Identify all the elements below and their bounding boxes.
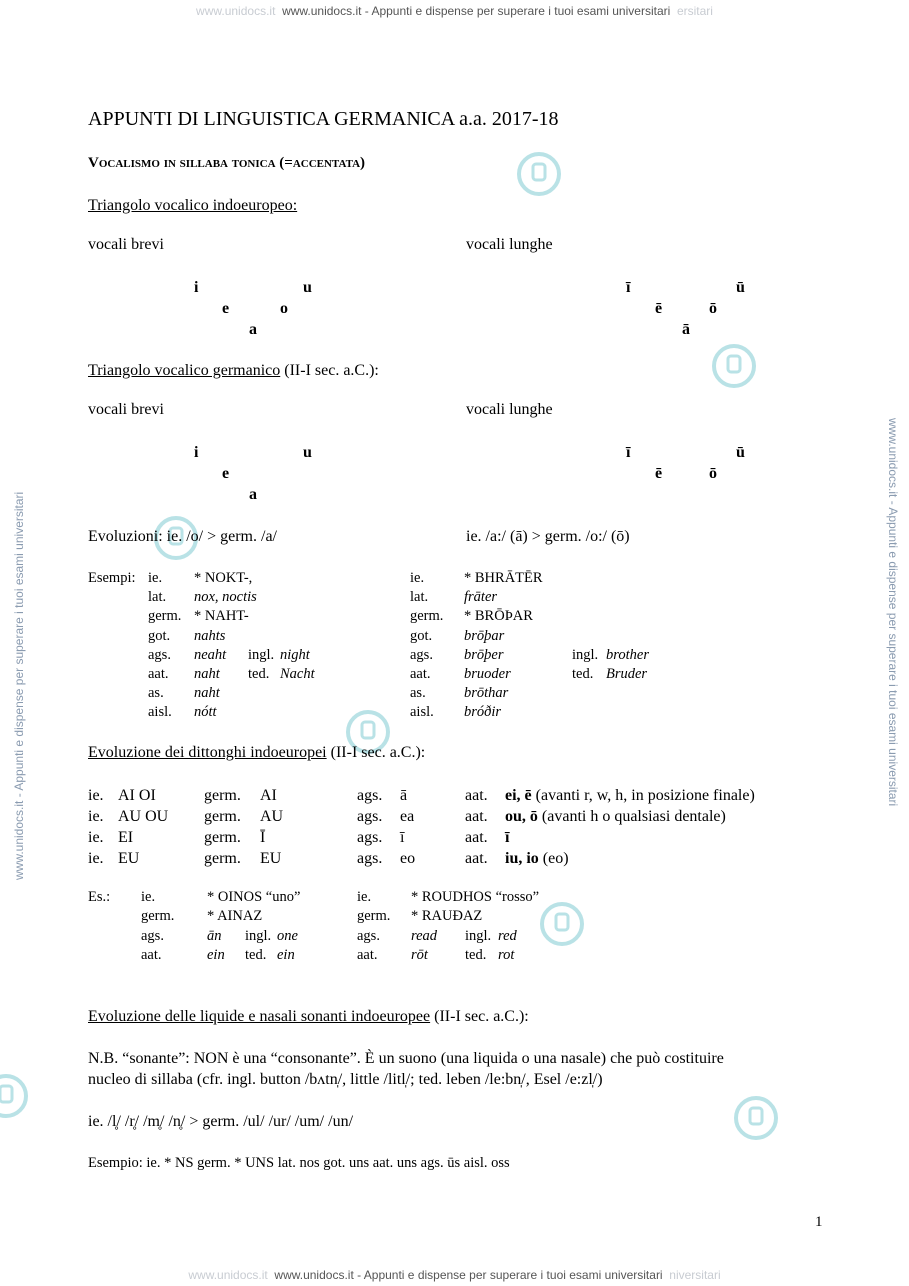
sonant-rule: ie. /l̥/ /r̥/ /m̥/ /n̥/ > germ. /ul/ /ur/ /um/ /un/ [88, 1113, 354, 1130]
watermark-right: www.unidocs.it - Appunti e dispense per superare i tuoi esami universitari [886, 418, 900, 807]
diphthong-ie-l: ie. [88, 829, 104, 846]
example-gloss: Bruder [606, 666, 648, 682]
vowel: a [249, 321, 257, 338]
page-number: 1 [815, 1214, 823, 1230]
diphthong-ie: EU [118, 850, 140, 867]
example-lang: germ. [148, 608, 182, 625]
example-gloss-lang: ingl. [572, 646, 599, 663]
diphthong-germ-l: germ. [204, 808, 241, 825]
vowel: ī [626, 444, 631, 461]
vowel: ū [736, 444, 745, 461]
watermark-header: www.unidocs.it www.unidocs.it - Appunti e dispense per superare i tuoi esami universitari ersitari [196, 4, 713, 18]
example-word: frāter [464, 589, 498, 606]
example-word: * NAHT- [194, 608, 249, 625]
example-gloss-lang: ted. [465, 946, 487, 963]
example-lang: aat. [357, 946, 378, 963]
example-gloss: brother [606, 646, 649, 663]
diphthong-germ-l: germ. [204, 850, 241, 867]
diphthong-aat [505, 787, 755, 805]
example-lang: ags. [410, 646, 433, 663]
example-word: brōthar [464, 685, 509, 702]
diphthong-ie: AU OU [118, 808, 169, 825]
vowel: ō [709, 300, 717, 317]
example-lang: as. [148, 685, 164, 702]
watermark-logo-icon [710, 342, 758, 390]
vowel: a [249, 486, 257, 503]
examples-label: Esempi: [88, 570, 136, 586]
example-lang: germ. [357, 908, 391, 925]
diphthong-aat [505, 808, 726, 826]
example-word: read [411, 927, 438, 944]
diphthong-germ-l: germ. [204, 829, 241, 846]
diphthong-aat-note: (avanti r, w, h, in posizione finale) [531, 787, 755, 804]
diphthong-aat-note: (eo) [538, 850, 569, 867]
example-gloss-lang: ted. [245, 946, 267, 963]
example-word: * BRŌÞAR [464, 608, 533, 625]
example-lang: ags. [148, 646, 171, 663]
diphthong-ags: ea [400, 808, 415, 825]
example-lang: aisl. [410, 704, 434, 721]
example-lang: ags. [357, 927, 380, 944]
example-lang: as. [410, 685, 426, 702]
example-word: * OINOS “uno” [207, 889, 301, 905]
vowel: e [222, 465, 230, 482]
evolution-left: Evoluzioni: ie. /o/ > germ. /a/ [88, 528, 277, 545]
example-gloss: ein [277, 946, 295, 963]
long-vowels-label: vocali lunghe [466, 236, 553, 253]
long-vowels-label: vocali lunghe [466, 401, 553, 418]
example-word: ān [207, 927, 222, 944]
diphthong-aat-l: aat. [465, 850, 488, 867]
diphthong-aat-outcome: ei, ē [505, 787, 532, 804]
examples-label: Es.: [88, 889, 111, 905]
example-lang: ie. [148, 570, 163, 586]
diphthong-ie-l: ie. [88, 808, 104, 825]
evolution-right: ie. /a:/ (ā) > germ. /o:/ (ō) [466, 528, 630, 545]
diphthong-aat-l: aat. [465, 829, 488, 846]
short-vowels-label: vocali brevi [88, 236, 164, 253]
diphthong-aat-outcome: ou, ō [505, 808, 538, 825]
example-word: naht [194, 666, 220, 682]
vowel: ū [736, 279, 745, 296]
diphthong-ie-l: ie. [88, 787, 104, 804]
example-word: nótt [194, 704, 217, 721]
example-lang: aisl. [148, 704, 172, 721]
sonant-example: Esempio: ie. * NS germ. * UNS lat. nos got. uns aat. uns ags. ūs aisl. oss [88, 1155, 510, 1171]
diphthong-ie: AI OI [118, 787, 156, 804]
diphthong-germ: AU [260, 808, 284, 825]
example-word: rōt [411, 946, 428, 963]
example-lang: ie. [410, 570, 425, 586]
example-gloss-lang: ingl. [248, 646, 275, 663]
watermark-logo-icon [0, 1072, 30, 1120]
example-gloss: rot [498, 946, 515, 963]
example-gloss-lang: ted. [248, 666, 270, 682]
example-gloss: red [498, 927, 517, 944]
nb-line-1: N.B. “sonante”: NON è una “consonante”. È un suono (una liquida o una nasale) che può costituire [88, 1050, 724, 1067]
watermark-logo-icon [538, 900, 586, 948]
watermark-logo-icon [515, 150, 563, 198]
diphthong-ags-l: ags. [357, 829, 383, 846]
example-word: * RAUÐAZ [411, 908, 483, 925]
vowel: o [280, 300, 288, 317]
vowel: ā [682, 321, 690, 338]
example-word: ein [207, 946, 225, 963]
diphthong-aat-l: aat. [465, 787, 488, 804]
diphthong-aat-note: (avanti h o qualsiasi dentale) [537, 808, 726, 825]
example-word: * NOKT-, [194, 570, 253, 586]
example-gloss: Nacht [280, 666, 315, 682]
page-title: APPUNTI DI LINGUISTICA GERMANICA a.a. 2017-18 [88, 108, 559, 130]
example-word: bróðir [464, 704, 502, 721]
diphthong-germ: Ī [260, 829, 266, 846]
example-word: naht [194, 685, 220, 702]
diphthong-aat-l: aat. [465, 808, 488, 825]
example-lang: germ. [410, 608, 444, 625]
section-heading: Vocalismo in sillaba tonica (=accentata) [88, 155, 366, 171]
diphthong-ie: EI [118, 829, 134, 846]
example-lang: ie. [357, 889, 372, 905]
diphthong-ags-l: ags. [357, 787, 383, 804]
diphthong-ags: eo [400, 850, 416, 867]
diphthong-aat-outcome: ī [505, 829, 510, 846]
liquids-heading: Evoluzione delle liquide e nasali sonanti indoeuropee (II-I sec. a.C.): [88, 1008, 529, 1025]
watermark-footer: www.unidocs.it www.unidocs.it - Appunti e dispense per superare i tuoi esami universitari niversitari [188, 1268, 721, 1282]
example-word: brōþer [464, 646, 504, 663]
example-gloss: one [277, 927, 298, 944]
example-word: nahts [194, 627, 226, 644]
vowel: ē [655, 300, 663, 317]
watermark-left: www.unidocs.it - Appunti e dispense per superare i tuoi esami universitari [12, 491, 26, 880]
diphthong-germ: EU [260, 850, 282, 867]
example-lang: aat. [141, 946, 162, 963]
diphthong-ags-l: ags. [357, 808, 383, 825]
example-gloss-lang: ted. [572, 666, 594, 682]
example-word: brōþar [464, 627, 505, 644]
watermark-logo-icon [732, 1094, 780, 1142]
diphthong-aat [505, 850, 569, 868]
example-word: * AINAZ [207, 908, 263, 925]
example-gloss-lang: ingl. [245, 927, 272, 944]
example-lang: ie. [141, 889, 156, 905]
example-word: * BHRĀTĒR [464, 570, 543, 586]
example-lang: germ. [141, 908, 175, 925]
example-gloss: night [280, 646, 310, 663]
example-word: neaht [194, 646, 227, 663]
example-word: nox, noctis [194, 589, 257, 606]
vowel: ō [709, 465, 717, 482]
vowel: u [303, 279, 312, 296]
example-lang: ags. [141, 927, 164, 944]
germ-triangle-heading: Triangolo vocalico germanico (II-I sec. a.C.): [88, 362, 379, 379]
diphthong-ie-l: ie. [88, 850, 104, 867]
example-lang: lat. [410, 589, 429, 606]
vowel: i [194, 444, 199, 461]
diphthong-ags: ā [400, 787, 408, 804]
diphthong-ags-l: ags. [357, 850, 383, 867]
example-lang: got. [410, 627, 433, 644]
ie-triangle-heading: Triangolo vocalico indoeuropeo: [88, 197, 298, 214]
diphthong-aat-outcome: iu, io [505, 850, 539, 867]
example-lang: aat. [148, 666, 169, 682]
vowel: u [303, 444, 312, 461]
vowel: ē [655, 465, 663, 482]
vowel: ī [626, 279, 631, 296]
short-vowels-label: vocali brevi [88, 401, 164, 418]
example-lang: aat. [410, 666, 431, 682]
nb-line-2: nucleo di sillaba (cfr. ingl. button /bʌtn̩/, little /litl̩/; ted. leben /le:bn̩/, Esel /e:zl̩/) [88, 1071, 603, 1088]
diphthong-aat [505, 829, 509, 847]
diphthong-germ-l: germ. [204, 787, 241, 804]
diphthong-germ: AI [260, 787, 277, 804]
example-lang: lat. [148, 589, 167, 606]
vowel: e [222, 300, 230, 317]
diphthong-ags: ī [400, 829, 405, 846]
example-word: bruoder [464, 666, 511, 682]
example-gloss-lang: ingl. [465, 927, 492, 944]
example-word: * ROUDHOS “rosso” [411, 889, 540, 905]
example-lang: got. [148, 627, 171, 644]
diphthongs-heading: Evoluzione dei dittonghi indoeuropei (II-I sec. a.C.): [88, 744, 426, 761]
vowel: i [194, 279, 199, 296]
